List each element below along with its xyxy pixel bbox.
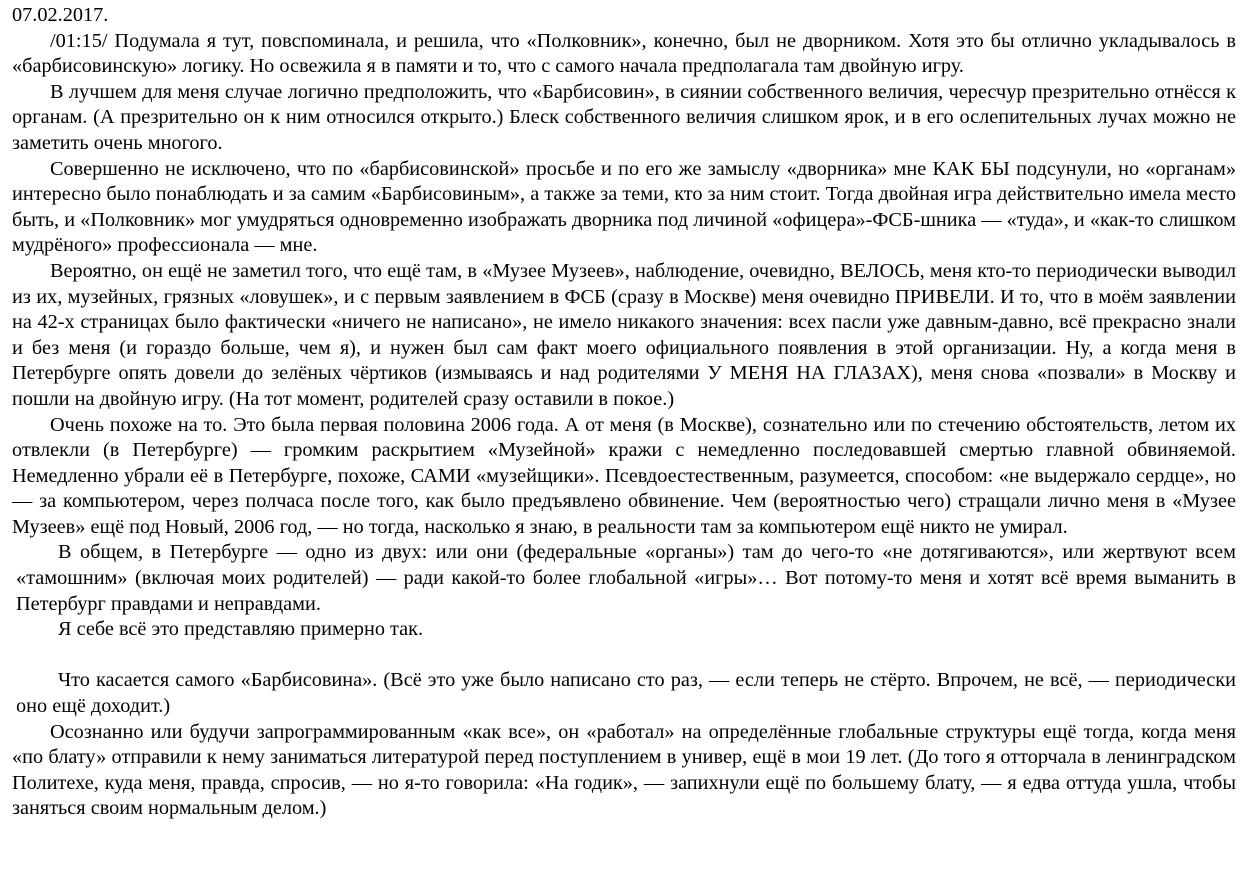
- paragraph-barbisovin: Что касается самого «Барбисовина». (Всё это уже было написано сто раз, — если теперь не стёрто. Впрочем, не всё, — периодически оно ещё доходит.): [16, 669, 1236, 718]
- paragraph-best-case: В лучшем для меня случае логично предположить, что «Барбисовин», в сиянии собственного величия, чересчур презрительно отнёсся к органам. (А презрительно он к ним относился открыто.) Блеск собственного величия слишком ярок, и в его ослепительных лучах можно не заметить очень многого.: [12, 80, 1236, 154]
- document-page: [12, 0, 1236, 822]
- paragraph-colonel: /01:15/ Подумала я тут, повспоминала, и решила, что «Полковник», конечно, был не дворником. Хотя это бы отлично укладывалось в «барбисовинскую» логику. Но освежила я в памяти и то, что с самого начала предполагала там двойную игру.: [12, 29, 1236, 78]
- paragraph-double-game: Совершенно не исключено, что по «барбисовинской» просьбе и по его же замыслу «дворника» мне КАК БЫ подсунули, но «органам» интересно было понаблюдать и за самим «Барбисовиным», а также за теми, кто за ним стоит. Тогда двойная игра действительно имела место быть, и «Полковник» мог умудряться одновременно изображать дворника под личиной «офицера»-ФСБ-шника — «туда», и «как-то слишком мудрёного» профессионала — мне.: [12, 157, 1236, 257]
- document-date: 07.02.2017.: [12, 4, 109, 26]
- paragraph-literature: Осознанно или будучи запрограммированным «как все», он «работал» на определённые глобальные структуры ещё тогда, когда меня «по блату» отправили к нему заниматься литературой перед поступлением в универ, ещё в мои 19 лет. (До того я отторчала в ленинградском Политехе, куда меня, правда, спросив, — но я-то говорила: «На годик», — запихнули ещё по большему блату, — я едва оттуда ушла, чтобы заняться своим нормальным делом.): [12, 720, 1236, 820]
- paragraph-summary: Я себе всё это представляю примерно так.: [58, 618, 424, 641]
- blank-line: [12, 643, 1236, 669]
- paragraph-museum-observation: Вероятно, он ещё не заметил того, что ещё там, в «Музее Музеев», наблюдение, очевидно, ВЕЛОСЬ, меня кто-то периодически выводил из их, музейных, грязных «ловушек», и с первым заявлением в ФСБ (сразу в Москве) меня очевидно ПРИВЕЛИ. И то, что в моём заявлении на 42-х страницах было фактически «ничего не написано», не имело никакого значения: всех пасли уже давным-давно, всё прекрасно знали и без меня (и гораздо больше, чем я), и нужен был сам факт моего официального появления в этой организации. Ну, а когда меня в Петербурге опять довели до зелёных чёртиков (измываясь и над родителями У МЕНЯ НА ГЛАЗАХ), меня снова «позвали» в Москву и пошли на двойную игру. (На тот момент, родителей сразу оставили в покое.): [12, 259, 1236, 410]
- paragraph-petersburg: В общем, в Петербурге — одно из двух: или они (федеральные «органы») там до чего-то «не дотягиваются», или жертвуют всем «тамошним» (включая моих родителей) — ради какой-то более глобальной «игры»… Вот потому-то меня и хотят всё время выманить в Петербург правдами и неправдами.: [16, 541, 1236, 615]
- paragraph-2006: Очень похоже на то. Это была первая половина 2006 года. А от меня (в Москве), сознательно или по стечению обстоятельств, летом их отвлекли (в Петербурге) — громким раскрытием «Музейной» кражи с немедленно последовавшей смертью главной обвиняемой. Немедленно убрали её в Петербурге, похоже, САМИ «музейщики». Псевдоестественным, разумеется, способом: «не выдержало сердце», но — за компьютером, через полчаса после того, как было предъявлено обвинение. Чем (вероятностью чего) стращали лично меня в «Музее Музеев» ещё под Новый, 2006 год, — но тогда, насколько я знаю, в реальности там за компьютером ещё никто не умирал.: [12, 413, 1236, 538]
